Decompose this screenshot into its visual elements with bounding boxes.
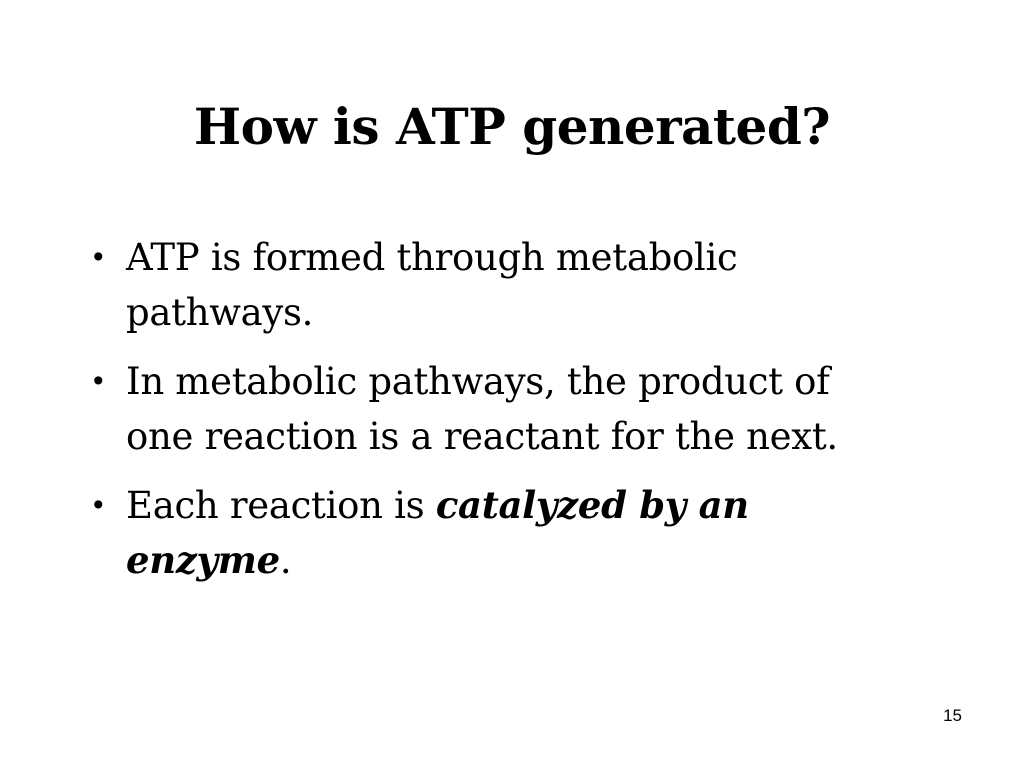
- page-number: 15: [943, 706, 962, 725]
- bullet-text-suffix: .: [279, 539, 292, 582]
- bullet-marker-icon: •: [90, 489, 107, 522]
- bullet-item: [86, 478, 906, 588]
- slide-title: How is ATP generated?: [193, 97, 831, 156]
- bullet-text-prefix: Each reaction is: [126, 484, 436, 527]
- bullet-text-emphasis: catalyzed by an enzyme: [126, 483, 749, 582]
- bullet-list: [86, 230, 906, 602]
- bullet-text: In metabolic pathways, the product of one reaction is a reactant for the next.: [126, 360, 838, 458]
- bullet-marker-icon: •: [90, 365, 107, 398]
- bullet-item: [86, 230, 906, 340]
- bullet-text: ATP is formed through metabolic pathways.: [126, 236, 738, 334]
- bullet-item: [86, 354, 906, 464]
- bullet-marker-icon: •: [90, 241, 107, 274]
